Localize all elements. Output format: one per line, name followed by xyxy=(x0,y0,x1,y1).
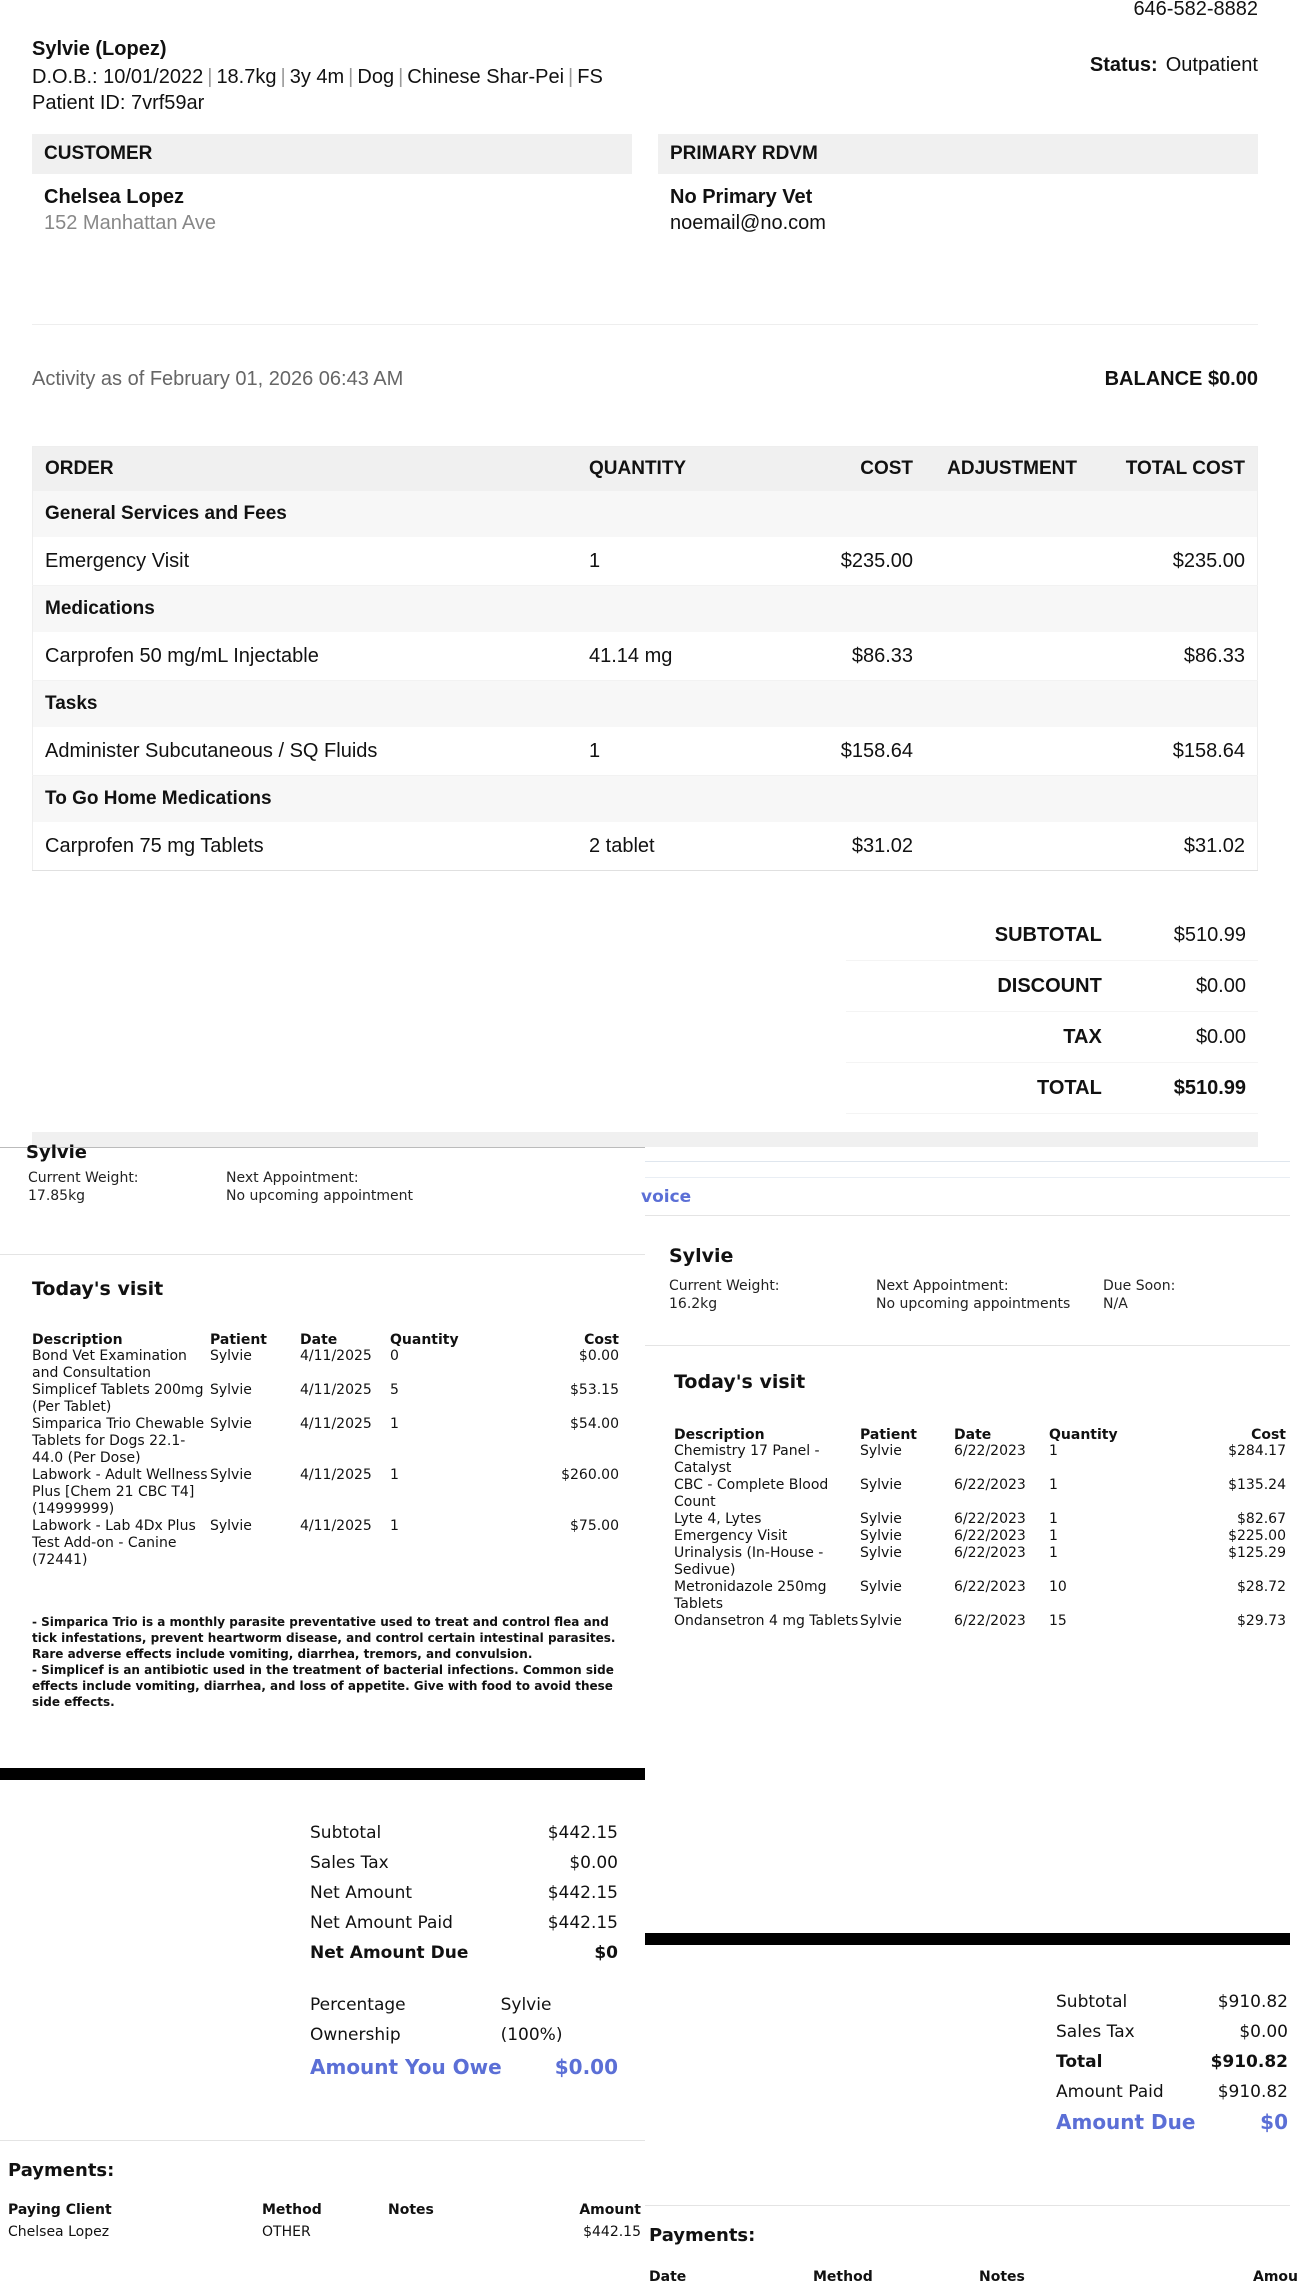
row-description: CBC - Complete Blood Count xyxy=(674,1477,829,1510)
pay-method: OTHER xyxy=(262,2224,311,2240)
order-name: Emergency Visit xyxy=(33,537,578,586)
amount-you-owe: Amount You Owe $0.00 xyxy=(310,2055,618,2079)
pay-client: Chelsea Lopez xyxy=(8,2224,110,2240)
table-row xyxy=(32,1467,619,1518)
order-row xyxy=(33,632,1258,681)
row-cost: $125.29 xyxy=(1228,1545,1286,1561)
due-soon-value: N/A xyxy=(1103,1296,1128,1312)
invoice-right xyxy=(641,1147,1298,2293)
right-appt-label: Next Appointment: xyxy=(876,1278,1009,1294)
order-adjustment xyxy=(925,822,1089,871)
table-row xyxy=(32,1348,619,1382)
order-quantity: 2 tablet xyxy=(577,822,771,871)
order-quantity: 1 xyxy=(577,727,771,776)
category-name: To Go Home Medications xyxy=(33,776,1258,823)
right-appt-value: No upcoming appointments xyxy=(876,1296,1071,1312)
row-date: 4/11/2025 xyxy=(300,1416,372,1432)
ownership: Percentage Ownership Sylvie (100%) xyxy=(310,1995,563,2045)
row-cost: $260.00 xyxy=(561,1467,619,1483)
table-row xyxy=(32,1416,619,1467)
col-order: ORDER xyxy=(33,447,578,492)
row-patient: Sylvie xyxy=(860,1477,902,1493)
divider xyxy=(645,1161,1290,1162)
left-appt-label: Next Appointment: xyxy=(226,1170,359,1186)
discount-label: DISCOUNT xyxy=(997,975,1102,997)
table-row xyxy=(32,1518,619,1569)
left-weight-value: 17.85kg xyxy=(28,1188,86,1204)
row-date: 6/22/2023 xyxy=(954,1579,1026,1595)
row-cost: $82.67 xyxy=(1237,1511,1286,1527)
row-cost: $135.24 xyxy=(1228,1477,1286,1493)
left-payments-title: Payments: xyxy=(8,2160,115,2181)
pay-col-method: Method xyxy=(262,2202,322,2218)
row-description: Urinalysis (In-House - Sedivue) xyxy=(674,1545,824,1578)
note-simplicef: - Simplicef is an antibiotic used in the treatment of bacterial infections. Common side effects include vomiting, diarrhea, and loss of appetite. Give with food to avoid these side effects. xyxy=(32,1663,614,1709)
order-row xyxy=(33,822,1258,871)
age: 3y 4m xyxy=(289,66,345,88)
col-cost: COST xyxy=(771,447,925,492)
right-summary: Subtotal $910.82 Sales Tax $0.00 Total $910.82 Amount Paid $910.82 Amount Due $0 xyxy=(1056,1992,1288,2134)
category-row xyxy=(33,491,1258,537)
row-cost: $0.00 xyxy=(578,1348,619,1364)
table-row xyxy=(674,1511,1286,1528)
left-weight-label: Current Weight: xyxy=(28,1170,139,1186)
row-quantity: 15 xyxy=(1049,1613,1067,1629)
category-name: Tasks xyxy=(33,681,1258,728)
order-quantity: 41.14 mg xyxy=(577,632,771,681)
invoice-left xyxy=(0,1142,645,2294)
divider xyxy=(0,1768,645,1780)
right-weight-value: 16.2kg xyxy=(669,1296,718,1312)
total-value: $510.99 xyxy=(1173,1077,1246,1099)
row-date: 4/11/2025 xyxy=(300,1518,372,1534)
col-quantity: Quantity xyxy=(390,1332,459,1348)
customer-box xyxy=(32,134,632,234)
sex: FS xyxy=(577,66,603,88)
row-patient: Sylvie xyxy=(210,1348,252,1364)
row-quantity: 1 xyxy=(1049,1477,1058,1493)
row-quantity: 1 xyxy=(1049,1545,1058,1561)
table-row xyxy=(674,1443,1286,1477)
row-description: Labwork - Lab 4Dx Plus Test Add-on - Canine (72441) xyxy=(32,1518,196,1568)
order-adjustment xyxy=(925,632,1089,681)
row-quantity: 1 xyxy=(390,1518,399,1534)
order-row xyxy=(33,727,1258,776)
row-quantity: 1 xyxy=(1049,1511,1058,1527)
row-description: Simparica Trio Chewable Tablets for Dogs 22.1-44.0 (Per Dose) xyxy=(32,1416,205,1466)
category-name: Medications xyxy=(33,586,1258,633)
dob: D.O.B.: 10/01/2022 xyxy=(32,66,204,88)
customer-address: 152 Manhattan Ave xyxy=(44,212,216,234)
order-cost: $86.33 xyxy=(771,632,925,681)
tax-label: TAX xyxy=(1063,1026,1102,1048)
divider xyxy=(0,1254,645,1255)
subtotal-label: SUBTOTAL xyxy=(994,924,1102,946)
row-patient: Sylvie xyxy=(210,1416,252,1432)
col-cost: Cost xyxy=(1251,1427,1286,1443)
row-cost: $28.72 xyxy=(1237,1579,1286,1595)
pay-col-notes: Notes xyxy=(979,2269,1025,2285)
pay-col-amount: Amou xyxy=(1253,2269,1298,2285)
row-patient: Sylvie xyxy=(860,1511,902,1527)
row-description: Lyte 4, Lytes xyxy=(674,1511,762,1527)
patient-id: Patient ID: 7vrf59ar xyxy=(32,92,205,114)
order-name: Administer Subcutaneous / SQ Fluids xyxy=(33,727,578,776)
row-date: 6/22/2023 xyxy=(954,1545,1026,1561)
row-quantity: 1 xyxy=(390,1416,399,1432)
divider xyxy=(645,1177,1290,1178)
left-patient: Sylvie xyxy=(26,1142,87,1163)
pay-col-notes: Notes xyxy=(388,2202,434,2218)
invoice-top xyxy=(0,0,1290,1147)
order-adjustment xyxy=(925,537,1089,586)
row-patient: Sylvie xyxy=(860,1545,902,1561)
row-description: Emergency Visit xyxy=(674,1528,788,1544)
table-row xyxy=(674,1613,1286,1630)
order-total: $235.00 xyxy=(1089,537,1258,586)
row-quantity: 5 xyxy=(390,1382,399,1398)
section-strip xyxy=(32,1132,1258,1147)
row-description: Labwork - Adult Wellness Plus [Chem 21 CBC T4] (14999999) xyxy=(32,1467,208,1517)
note-simparica: - Simparica Trio is a monthly parasite preventative used to treat and control flea and tick infestations, prevent heartworm disease, and control certain intestinal parasites. Rare adverse effects include vomiting, diarrhea, tremors, and convulsion. xyxy=(32,1615,616,1661)
row-date: 6/22/2023 xyxy=(954,1613,1026,1629)
pay-col-client: Paying Client xyxy=(8,2202,112,2218)
weight: 18.7kg xyxy=(216,66,277,88)
discount-value: $0.00 xyxy=(1195,975,1246,997)
row-date: 6/22/2023 xyxy=(954,1477,1026,1493)
row-date: 4/11/2025 xyxy=(300,1382,372,1398)
left-visit-table xyxy=(32,1328,619,1569)
breed: Chinese Shar-Pei xyxy=(407,66,565,88)
left-appt-value: No upcoming appointment xyxy=(226,1188,414,1204)
status: Status: Outpatient xyxy=(1089,54,1258,76)
order-total: $86.33 xyxy=(1089,632,1258,681)
total-label: TOTAL xyxy=(1036,1077,1102,1099)
category-row xyxy=(33,586,1258,633)
row-quantity: 10 xyxy=(1049,1579,1067,1595)
col-description: Description xyxy=(674,1427,765,1443)
row-cost: $284.17 xyxy=(1228,1443,1286,1459)
order-cost: $235.00 xyxy=(771,537,925,586)
table-row xyxy=(674,1477,1286,1511)
right-weight-label: Current Weight: xyxy=(669,1278,780,1294)
left-summary: Subtotal $442.15 Sales Tax $0.00 Net Amount $442.15 Net Amount Paid $442.15 Net Amount Due $0 xyxy=(310,1823,618,1963)
pay-col-amount: Amount xyxy=(579,2202,641,2218)
row-date: 4/11/2025 xyxy=(300,1467,372,1483)
col-patient: Patient xyxy=(860,1427,917,1443)
table-row xyxy=(32,1382,619,1416)
divider xyxy=(645,1345,1290,1346)
table-row xyxy=(674,1528,1286,1545)
species: Dog xyxy=(357,66,395,88)
col-quantity: QUANTITY xyxy=(577,447,771,492)
row-patient: Sylvie xyxy=(210,1467,252,1483)
divider xyxy=(645,2205,1290,2206)
balance: BALANCE $0.00 xyxy=(1104,368,1258,390)
col-description: Description xyxy=(32,1332,123,1348)
pay-col-date: Date xyxy=(649,2269,687,2285)
order-cost: $31.02 xyxy=(771,822,925,871)
right-visit-table xyxy=(674,1423,1286,1630)
orders-table xyxy=(32,446,1258,871)
row-quantity: 1 xyxy=(1049,1443,1058,1459)
pay-amount: $442.15 xyxy=(583,2224,641,2240)
order-total: $158.64 xyxy=(1089,727,1258,776)
right-visit-title: Today's visit xyxy=(674,1371,806,1393)
row-patient: Sylvie xyxy=(860,1443,902,1459)
row-patient: Sylvie xyxy=(860,1528,902,1544)
table-row xyxy=(674,1579,1286,1613)
col-total-cost: TOTAL COST xyxy=(1089,447,1258,492)
col-quantity: Quantity xyxy=(1049,1427,1118,1443)
category-row xyxy=(33,681,1258,728)
activity-date: Activity as of February 01, 2026 06:43 AM xyxy=(32,368,404,390)
col-patient: Patient xyxy=(210,1332,267,1348)
order-adjustment xyxy=(925,727,1089,776)
divider xyxy=(0,2140,645,2141)
row-date: 6/22/2023 xyxy=(954,1511,1026,1527)
row-cost: $75.00 xyxy=(570,1518,619,1534)
divider xyxy=(645,1215,1290,1216)
table-row xyxy=(674,1545,1286,1579)
row-cost: $29.73 xyxy=(1237,1613,1286,1629)
row-quantity: 0 xyxy=(390,1348,399,1364)
divider xyxy=(32,324,1258,325)
totals xyxy=(846,910,1258,1114)
row-patient: Sylvie xyxy=(210,1518,252,1534)
invoice-tab[interactable]: voice xyxy=(641,1187,692,1207)
row-description: Ondansetron 4 mg Tablets xyxy=(674,1613,859,1629)
row-description: Simplicef Tablets 200mg (Per Tablet) xyxy=(32,1382,204,1415)
row-date: 4/11/2025 xyxy=(300,1348,372,1364)
row-date: 6/22/2023 xyxy=(954,1443,1026,1459)
order-quantity: 1 xyxy=(577,537,771,586)
row-patient: Sylvie xyxy=(210,1382,252,1398)
left-visit-title: Today's visit xyxy=(32,1278,164,1300)
clinic-phone: 646-582-8882 xyxy=(1133,0,1258,20)
row-date: 6/22/2023 xyxy=(954,1528,1026,1544)
patient-details: D.O.B.: 10/01/2022 | 18.7kg | 3y 4m | Dog | Chinese Shar-Pei | FS xyxy=(32,66,603,88)
col-date: Date xyxy=(300,1332,338,1348)
row-description: Bond Vet Examination and Consultation xyxy=(32,1348,187,1381)
rdvm-header: PRIMARY RDVM xyxy=(658,134,1258,174)
category-row xyxy=(33,776,1258,823)
order-cost: $158.64 xyxy=(771,727,925,776)
order-row xyxy=(33,537,1258,586)
row-description: Metronidazole 250mg Tablets xyxy=(674,1579,827,1612)
row-description: Chemistry 17 Panel - Catalyst xyxy=(674,1443,820,1476)
row-patient: Sylvie xyxy=(860,1613,902,1629)
due-soon-label: Due Soon: xyxy=(1103,1278,1176,1294)
pay-col-method: Method xyxy=(813,2269,873,2285)
col-adjustment: ADJUSTMENT xyxy=(925,447,1089,492)
order-name: Carprofen 75 mg Tablets xyxy=(33,822,578,871)
subtotal-value: $510.99 xyxy=(1173,924,1246,946)
right-patient: Sylvie xyxy=(669,1245,734,1267)
row-patient: Sylvie xyxy=(860,1579,902,1595)
rdvm-box xyxy=(658,134,1258,236)
row-quantity: 1 xyxy=(390,1467,399,1483)
category-name: General Services and Fees xyxy=(33,491,1258,537)
row-quantity: 1 xyxy=(1049,1528,1058,1544)
tax-value: $0.00 xyxy=(1195,1026,1246,1048)
divider xyxy=(645,1933,1290,1945)
customer-header: CUSTOMER xyxy=(32,134,632,174)
row-cost: $225.00 xyxy=(1228,1528,1286,1544)
order-name: Carprofen 50 mg/mL Injectable xyxy=(33,632,578,681)
customer-name: Chelsea Lopez xyxy=(44,186,185,208)
rdvm-name: No Primary Vet xyxy=(670,186,813,208)
col-cost: Cost xyxy=(584,1332,619,1348)
rdvm-email: noemail@no.com xyxy=(670,212,826,234)
row-cost: $53.15 xyxy=(570,1382,619,1398)
patient-name: Sylvie (Lopez) xyxy=(32,38,167,60)
order-total: $31.02 xyxy=(1089,822,1258,871)
row-cost: $54.00 xyxy=(570,1416,619,1432)
col-date: Date xyxy=(954,1427,992,1443)
right-payments-title: Payments: xyxy=(649,2225,756,2246)
